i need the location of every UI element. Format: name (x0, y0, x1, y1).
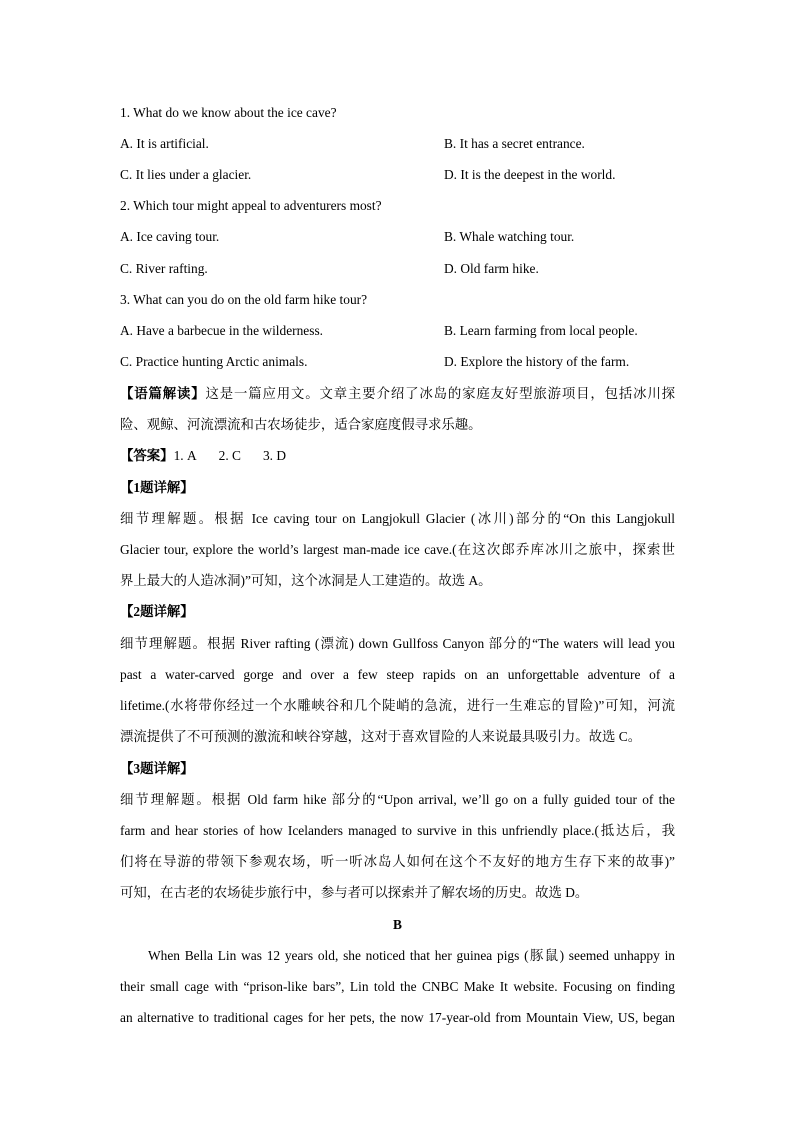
detail-2-line-2: past a water-carved gorge and over a few steep rapids on an unforgettable adventure of a (120, 667, 675, 682)
passage-b-line-2: their small cage with “prison-like bars”, Lin told the CNBC Make It website. Focusing on finding (120, 979, 675, 994)
detail-2-line-3: lifetime.(水将带你经过一个水雕峡谷和几个陡峭的急流，进行一生难忘的冒险)”可知，河流 (120, 698, 675, 713)
question-1-option-d: D. It is the deepest in the world. (444, 167, 616, 182)
detail-1-heading: 【1题详解】 (120, 480, 194, 495)
detail-3-heading: 【3题详解】 (120, 761, 194, 776)
question-1-stem: 1. What do we know about the ice cave? (120, 105, 337, 120)
detail-1-line-3: 界上最大的人造冰洞)”可知，这个冰洞是人工建造的。故选 A。 (120, 573, 492, 588)
question-2-option-a: A. Ice caving tour. (120, 229, 220, 244)
detail-3-line-3: 们将在导游的带领下参观农场，听一听冰岛人如何在这个不友好的地方生存下来的故事)” (120, 854, 675, 869)
answer-tag: 【答案】 (120, 448, 174, 463)
answer-3: 3. D (262, 448, 287, 463)
answer-2: 2. C (218, 448, 241, 463)
question-3-stem: 3. What can you do on the old farm hike tour? (120, 292, 368, 307)
detail-1-line-1: 细节理解题。根据 Ice caving tour on Langjokull Glacier (冰川)部分的“On this Langjokull (120, 511, 675, 526)
interpretation-line-1 (120, 385, 675, 403)
interpretation-line-2: 险、观鲸、河流漂流和古农场徒步，适合家庭度假寻求乐趣。 (120, 417, 482, 432)
interpretation-tag: 【语篇解读】 (120, 386, 206, 401)
question-3-option-c: C. Practice hunting Arctic animals. (120, 354, 308, 369)
question-2-stem: 2. Which tour might appeal to adventurers most? (120, 198, 382, 213)
question-3-option-b: B. Learn farming from local people. (444, 323, 638, 338)
question-1-option-b: B. It has a secret entrance. (444, 136, 585, 151)
detail-3-line-1: 细节理解题。根据 Old farm hike 部分的“Upon arrival, we’ll go on a fully guided tour of the (120, 792, 675, 807)
answer-1: 1. A (173, 448, 197, 463)
interpretation-text-1: 这是一篇应用文。文章主要介绍了冰岛的家庭友好型旅游项目，包括冰川探 (205, 386, 676, 401)
question-3-option-d: D. Explore the history of the farm. (444, 354, 630, 369)
detail-2-line-1: 细节理解题。根据 River rafting (漂流) down Gullfoss Canyon 部分的“The waters will lead you (120, 636, 675, 651)
detail-2-heading: 【2题详解】 (120, 604, 194, 619)
passage-b-line-1: When Bella Lin was 12 years old, she noticed that her guinea pigs (豚鼠) seemed unhappy in (148, 948, 675, 963)
detail-2-line-4: 漂流提供了不可预测的激流和峡谷穿越，这对于喜欢冒险的人来说最具吸引力。故选 C。 (120, 729, 642, 744)
question-3-option-a: A. Have a barbecue in the wilderness. (120, 323, 324, 338)
passage-b-line-3: an alternative to traditional cages for her pets, the now 17-year-old from Mountain View, US, began (120, 1010, 675, 1025)
detail-3-line-2: farm and hear stories of how Icelanders managed to survive in this unfriendly place.(抵达后，我 (120, 823, 675, 838)
section-b-title: B (393, 917, 402, 932)
question-1-option-a: A. It is artificial. (120, 136, 209, 151)
detail-3-line-4: 可知，在古老的农场徒步旅行中，参与者可以探索并了解农场的历史。故选 D。 (120, 885, 589, 900)
question-2-option-c: C. River rafting. (120, 261, 208, 276)
question-1-option-c: C. It lies under a glacier. (120, 167, 252, 182)
answer-line (120, 447, 675, 465)
detail-1-line-2: Glacier tour, explore the world’s largest man-made ice cave.(在这次郎乔库冰川之旅中，探索世 (120, 542, 675, 557)
question-2-option-b: B. Whale watching tour. (444, 229, 575, 244)
question-2-option-d: D. Old farm hike. (444, 261, 539, 276)
